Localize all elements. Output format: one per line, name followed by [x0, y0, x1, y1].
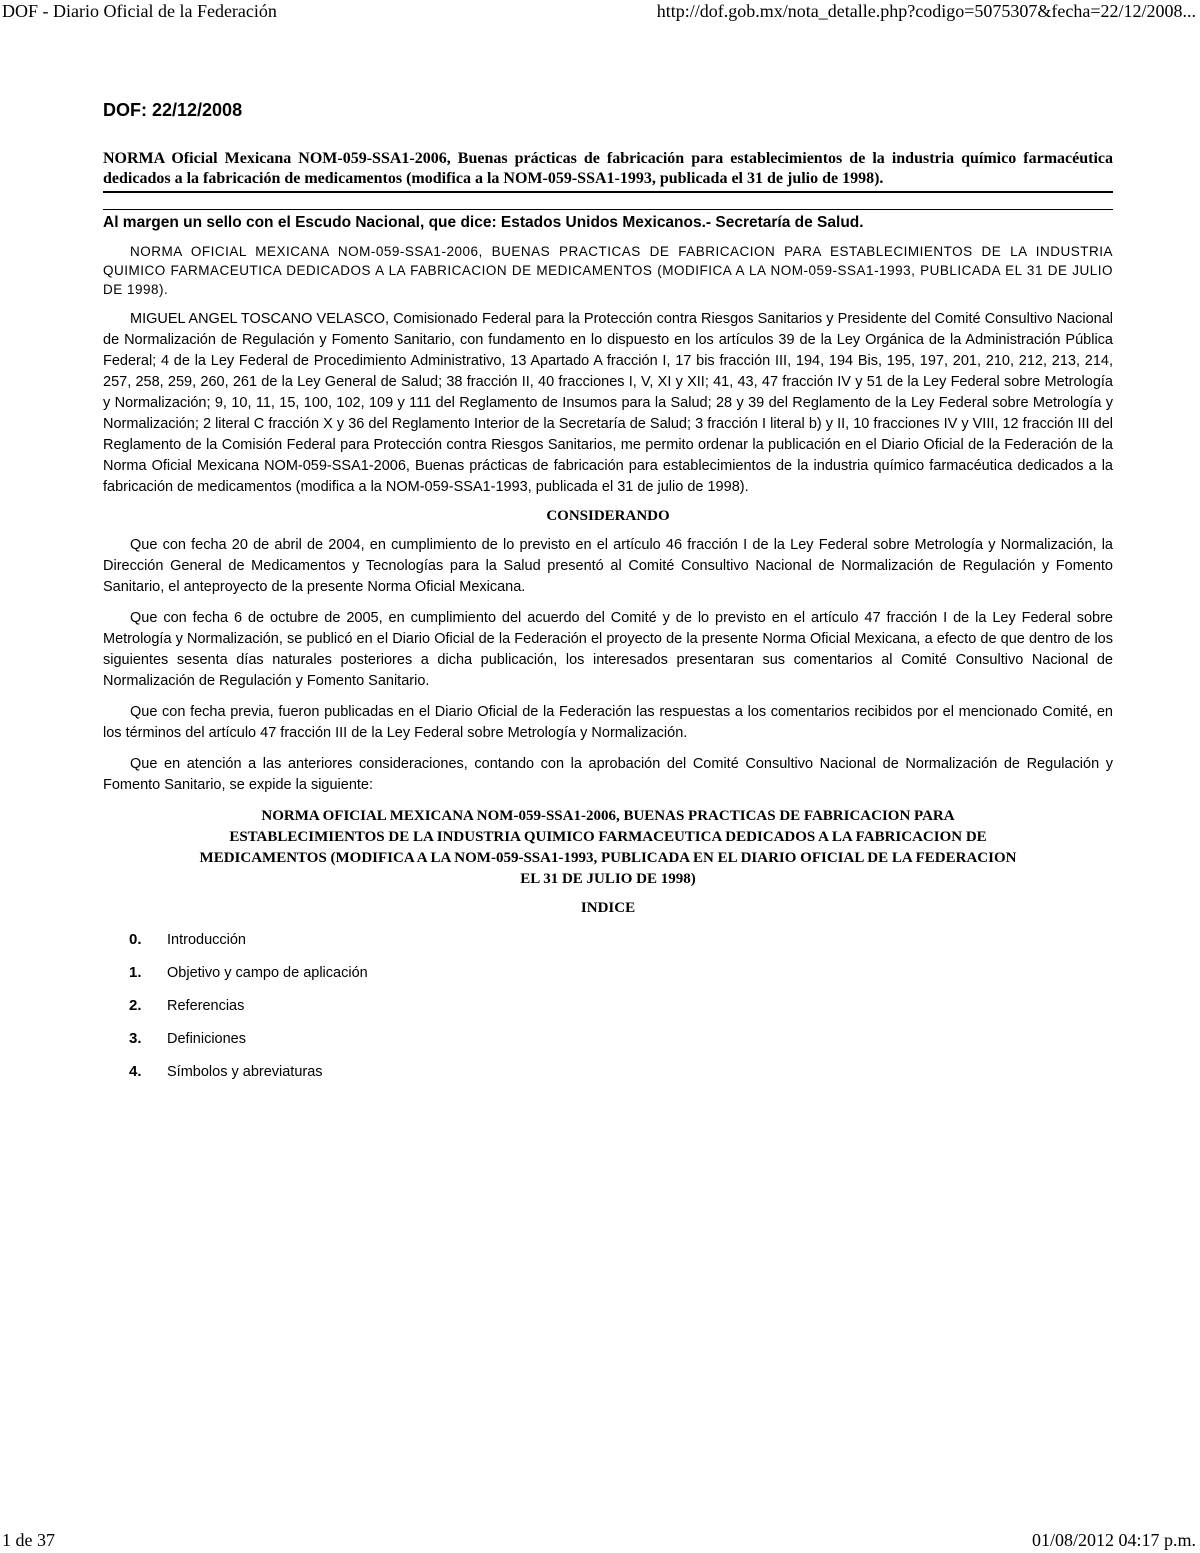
index-label: Introducción: [167, 932, 246, 948]
intro-paragraph: MIGUEL ANGEL TOSCANO VELASCO, Comisionado Federal para la Protección contra Riesgos Sanitarios y Presidente del Comité Consultivo Nacional de Normalización de Regulación y Fomento Sanitario, con fundamento en lo dispuesto en los artículos 39 de la Ley Orgánica de la Administración Pública Federal; 4 de la Ley Federal de Procedimiento Administrativo, 13 Apartado A fracción I, 17 bis fracción III, 194, 194 Bis, 195, 197, 201, 210, 212, 213, 214, 257, 258, 259, 260, 261 de la Ley General de Salud; 38 fracción II, 40 fracciones I, V, XI y XII; 41, 43, 47 fracción IV y 51 de la Ley Federal sobre Metrología y Normalización; 9, 10, 11, 15, 100, 102, 109 y 111 del Reglamento de Insumos para la Salud; 28 y 39 del Reglamento de la Ley Federal sobre Metrología y Normalización; 2 literal C fracción X y 36 del Reglamento Interior de la Secretaría de Salud; 3 fracción I literal b) y II, 10 fracciones IV y VIII, 12 fracción III del Reglamento de la Comisión Federal para Protección contra Riesgos Sanitarios, me permito ordenar la publicación en el Diario Oficial de la Federación de la Norma Oficial Mexicana NOM-059-SSA1-2006, Buenas prácticas de fabricación para establecimientos de la industria químico farmacéutica dedicados a la fabricación de medicamentos (modifica a la NOM-059-SSA1-1993, publicada el 31 de julio de 1998).: [103, 311, 1113, 495]
print-footer: [0, 1529, 1200, 1553]
index-number: 0.: [129, 931, 142, 948]
dof-date: DOF: 22/12/2008: [103, 100, 243, 120]
document-title: NORMA Oficial Mexicana NOM-059-SSA1-2006, Buenas prácticas de fabricación para establecimientos de la industria químico farmacéutica dedicados a la fabricación de medicamentos (modifica a la NOM-059-SSA1-1993, publicada el 31 de julio de 1998).: [103, 149, 1113, 193]
index-item: [129, 1063, 1113, 1096]
index-label: Definiciones: [167, 1031, 246, 1047]
index-item: [129, 964, 1113, 997]
index-item: [129, 997, 1113, 1030]
norm-heading: NORMA OFICIAL MEXICANA NOM-059-SSA1-2006, BUENAS PRACTICAS DE FABRICACION PARA ESTABLECIMIENTOS DE LA INDUSTRIA QUIMICO FARMACEUTICA DEDICADOS A LA FABRICACION DE MEDICAMENTOS (MODIFICA A LA NOM-059-SSA1-1993, PUBLICADA EN EL DIARIO OFICIAL DE LA FEDERACION EL 31 DE JULIO DE 1998): [199, 808, 1017, 887]
intro-caps-paragraph: NORMA OFICIAL MEXICANA NOM-059-SSA1-2006, BUENAS PRACTICAS DE FABRICACION PARA ESTABLECIMIENTOS DE LA INDUSTRIA QUIMICO FARMACEUTICA DEDICADOS A LA FABRICACION DE MEDICAMENTOS (MODIFICA A LA NOM-059-SSA1-1993, PUBLICADA EL 31 DE JULIO DE 1998).: [103, 244, 1113, 297]
index-list: [129, 931, 1113, 1096]
index-item: [129, 931, 1113, 964]
index-number: 1.: [129, 964, 142, 981]
divider: [103, 209, 1113, 210]
print-header: [0, 0, 1200, 24]
page-url: http://dof.gob.mx/nota_detalle.php?codigo=5075307&fecha=22/12/2008...: [656, 1, 1196, 21]
index-number: 4.: [129, 1063, 142, 1080]
document-body: [103, 100, 1113, 1096]
index-label: Objetivo y campo de aplicación: [167, 965, 368, 981]
index-heading: INDICE: [580, 900, 636, 916]
index-number: 3.: [129, 1030, 142, 1047]
index-label: Referencias: [167, 998, 245, 1014]
considerando-paragraph: Que con fecha 6 de octubre de 2005, en cumplimiento del acuerdo del Comité y de lo previsto en el artículo 47 fracción I de la Ley Federal sobre Metrología y Normalización, se publicó en el Diario Oficial de la Federación el proyecto de la presente Norma Oficial Mexicana, a efecto de que dentro de los siguientes sesenta días naturales posteriores a dicha publicación, los interesados presentaran sus comentarios al Comité Consultivo Nacional de Normalización de Regulación y Fomento Sanitario.: [103, 610, 1113, 689]
index-item: [129, 1030, 1113, 1063]
index-label: Símbolos y abreviaturas: [167, 1064, 323, 1080]
considerando-paragraph: Que con fecha previa, fueron publicadas en el Diario Oficial de la Federación las respuestas a los comentarios recibidos por el mencionado Comité, en los términos del artículo 47 fracción III de la Ley Federal sobre Metrología y Normalización.: [103, 704, 1113, 741]
seal-note: Al margen un sello con el Escudo Nacional, que dice: Estados Unidos Mexicanos.- Secretaría de Salud.: [103, 214, 864, 231]
page-title: DOF - Diario Oficial de la Federación: [2, 1, 277, 21]
print-datetime: 01/08/2012 04:17 p.m.: [1031, 1530, 1196, 1550]
considerando-paragraph: Que con fecha 20 de abril de 2004, en cumplimiento de lo previsto en el artículo 46 fracción I de la Ley Federal sobre Metrología y Normalización, la Dirección General de Medicamentos y Tecnologías para la Salud presentó al Comité Consultivo Nacional de Normalización de Regulación y Fomento Sanitario, el anteproyecto de la presente Norma Oficial Mexicana.: [103, 537, 1113, 595]
considerando-paragraph: Que en atención a las anteriores consideraciones, contando con la aprobación del Comité Consultivo Nacional de Normalización de Regulación y Fomento Sanitario, se expide la siguiente:: [103, 756, 1113, 793]
considerando-heading: CONSIDERANDO: [546, 508, 670, 524]
page-count: 1 de 37: [2, 1530, 55, 1550]
index-number: 2.: [129, 997, 142, 1014]
